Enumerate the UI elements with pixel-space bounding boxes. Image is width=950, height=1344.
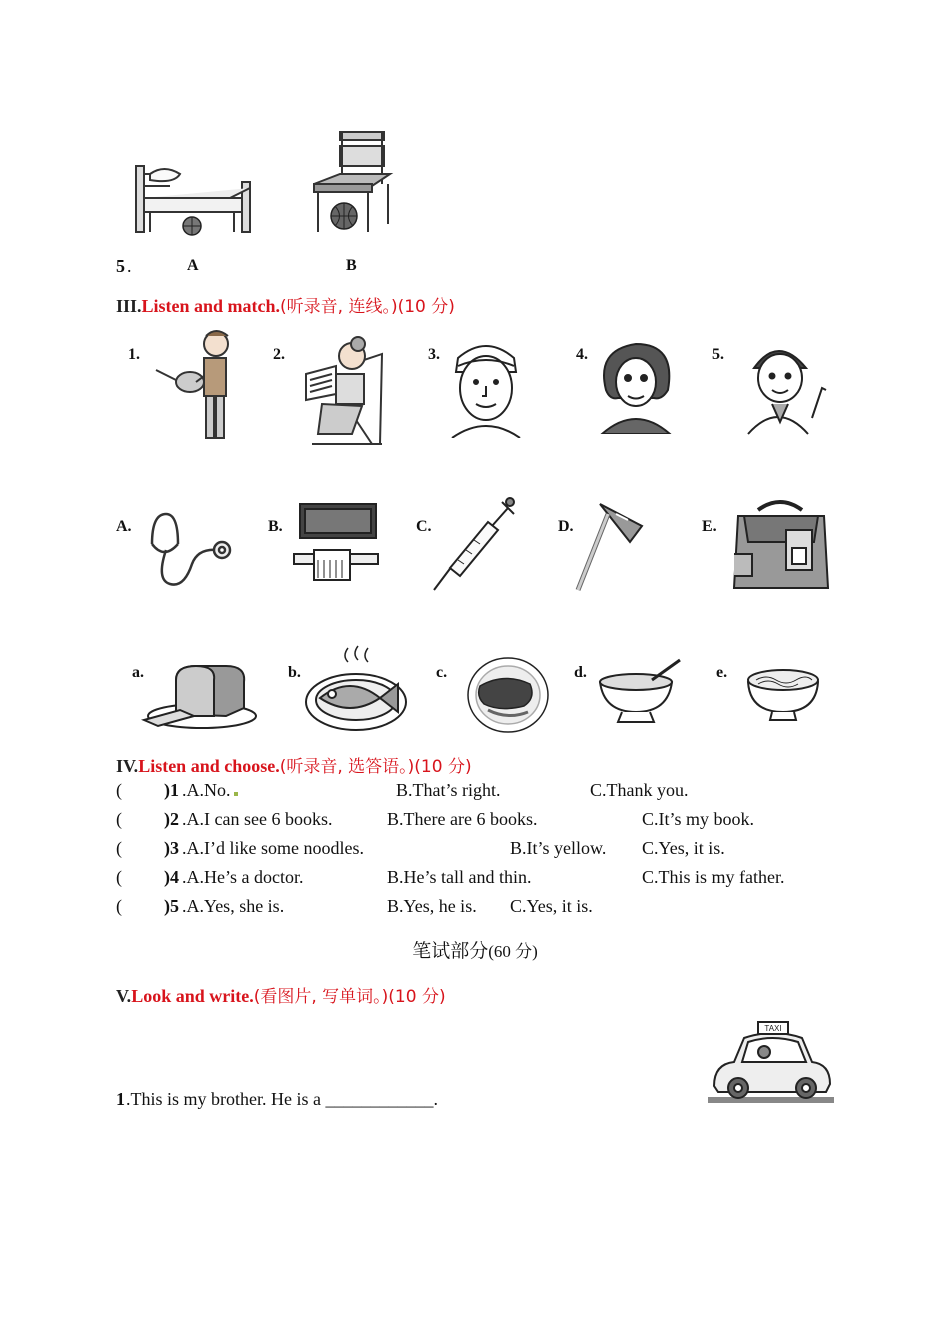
question-number: )1 xyxy=(164,780,179,800)
written-part-title: 笔试部分(60 分) xyxy=(412,940,538,962)
syringe-image xyxy=(428,494,520,594)
question-row xyxy=(116,896,836,920)
man-watering-image xyxy=(150,326,240,446)
grandma-reading-image xyxy=(292,334,392,452)
food-label-e: e. xyxy=(716,664,728,681)
food-label-b: b. xyxy=(288,664,301,681)
person-label-4: 4. xyxy=(576,346,588,363)
bed-with-ball-image xyxy=(130,152,258,240)
question-row xyxy=(116,838,836,862)
answer-bracket[interactable]: ( xyxy=(116,867,122,887)
object-label-b: B. xyxy=(268,518,283,535)
option-a: .A.Yes, she is. xyxy=(182,896,285,916)
option-b: B.He’s tall and thin. xyxy=(387,867,532,887)
hoe-image xyxy=(572,500,652,594)
person-label-2: 2. xyxy=(273,346,285,363)
option-c: C.Yes, it is. xyxy=(510,896,593,916)
section-3-heading: III.Listen and match.(听录音, 连线。)(10 分) xyxy=(116,296,455,317)
question-row xyxy=(116,867,836,891)
schoolbag-image xyxy=(728,494,834,594)
taxi-sign-text: TAXI xyxy=(764,1024,782,1033)
answer-bracket[interactable]: ( xyxy=(116,780,122,800)
person-label-3: 3. xyxy=(428,346,440,363)
item-5-dot: . xyxy=(127,256,132,276)
option-c: C.Yes, it is. xyxy=(642,838,725,858)
object-label-e: E. xyxy=(702,518,717,535)
stethoscope-image xyxy=(138,504,238,590)
section-5-heading: V.Look and write.(看图片, 写单词。)(10 分) xyxy=(116,986,446,1007)
question-number: )2 xyxy=(164,809,179,829)
option-b-label: B xyxy=(346,257,357,274)
question-number: 1 xyxy=(116,1089,125,1109)
option-c: C.It’s my book. xyxy=(642,809,755,829)
person-label-1: 1. xyxy=(128,346,140,363)
option-b: B.That’s right. xyxy=(396,780,501,800)
option-a-label: A xyxy=(187,257,199,274)
write-question-text[interactable]: .This is my brother. He is a ____________. xyxy=(126,1089,438,1109)
computer-image xyxy=(290,502,382,588)
object-label-d: D. xyxy=(558,518,574,535)
option-b: B.Yes, he is. xyxy=(387,896,477,916)
question-row xyxy=(116,780,836,804)
option-a: .A.He’s a doctor. xyxy=(182,867,304,887)
steak-plate-image xyxy=(466,656,550,734)
item-5-number: 5 xyxy=(116,256,125,276)
option-a: .A.I can see 6 books. xyxy=(182,809,333,829)
food-label-a: a. xyxy=(132,664,144,681)
bread-image xyxy=(140,660,258,730)
food-label-d: d. xyxy=(574,664,587,681)
question-row xyxy=(116,809,836,833)
option-b: B.It’s yellow. xyxy=(510,838,607,858)
noodle-bowl-image xyxy=(744,662,822,726)
option-c: C.Thank you. xyxy=(590,780,689,800)
man-face-image xyxy=(448,338,524,438)
person-label-5: 5. xyxy=(712,346,724,363)
object-label-c: C. xyxy=(416,518,432,535)
option-a: .A.I’d like some noodles. xyxy=(182,838,364,858)
question-number: )5 xyxy=(164,896,179,916)
option-c: C.This is my father. xyxy=(642,867,785,887)
fish-dish-image xyxy=(304,642,408,734)
write-question-1 xyxy=(116,1089,836,1113)
question-number: )4 xyxy=(164,867,179,887)
boy-image xyxy=(738,338,832,436)
answer-bracket[interactable]: ( xyxy=(116,838,122,858)
answer-bracket[interactable]: ( xyxy=(116,896,122,916)
question-number: )3 xyxy=(164,838,179,858)
object-label-a: A. xyxy=(116,518,132,535)
option-b: B.There are 6 books. xyxy=(387,809,538,829)
section-4-heading: IV.Listen and choose.(听录音, 选答语。)(10 分) xyxy=(116,756,472,777)
answer-bracket[interactable]: ( xyxy=(116,809,122,829)
soup-bowl-image xyxy=(592,656,684,726)
option-a: .A.No. xyxy=(182,780,238,801)
chair-with-ball-image xyxy=(310,128,395,238)
woman-face-image xyxy=(596,338,676,434)
food-label-c: c. xyxy=(436,664,448,681)
